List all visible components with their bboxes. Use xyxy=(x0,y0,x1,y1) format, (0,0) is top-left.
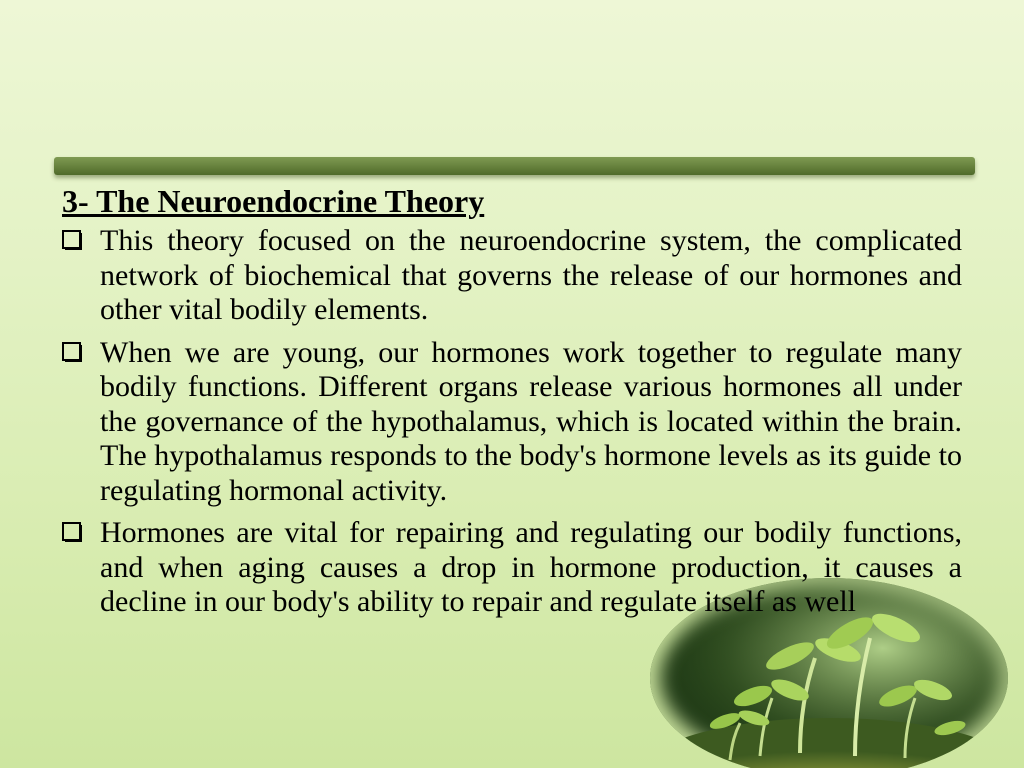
bullet-item xyxy=(62,516,962,620)
title-divider-bar xyxy=(54,157,975,175)
slide-heading: 3- The Neuroendocrine Theory xyxy=(62,183,485,219)
shadowed-square-bullet-icon xyxy=(62,342,82,362)
shadowed-square-bullet-icon xyxy=(62,522,82,542)
bullet-text: This theory focused on the neuroendocrine system, the complicated network of biochemical that governs the release of our hormones and other vital bodily elements. xyxy=(100,224,962,326)
shadowed-square-bullet-icon xyxy=(62,230,82,250)
slide-content xyxy=(62,180,962,628)
bullet-item xyxy=(62,224,962,328)
bullet-list xyxy=(62,224,962,620)
bullet-text: When we are young, our hormones work together to regulate many bodily functions. Different organs release various hormones all under the governance of the hypothalamus, which is located within the brain. The hypothalamus responds to the body's hormone levels as its guide to regulating hormonal activity. xyxy=(100,335,962,507)
bullet-text: Hormones are vital for repairing and regulating our bodily functions, and when aging causes a drop in hormone production, it causes a decline in our body's ability to repair and regulate itself as well xyxy=(100,516,962,618)
bullet-item xyxy=(62,336,962,509)
